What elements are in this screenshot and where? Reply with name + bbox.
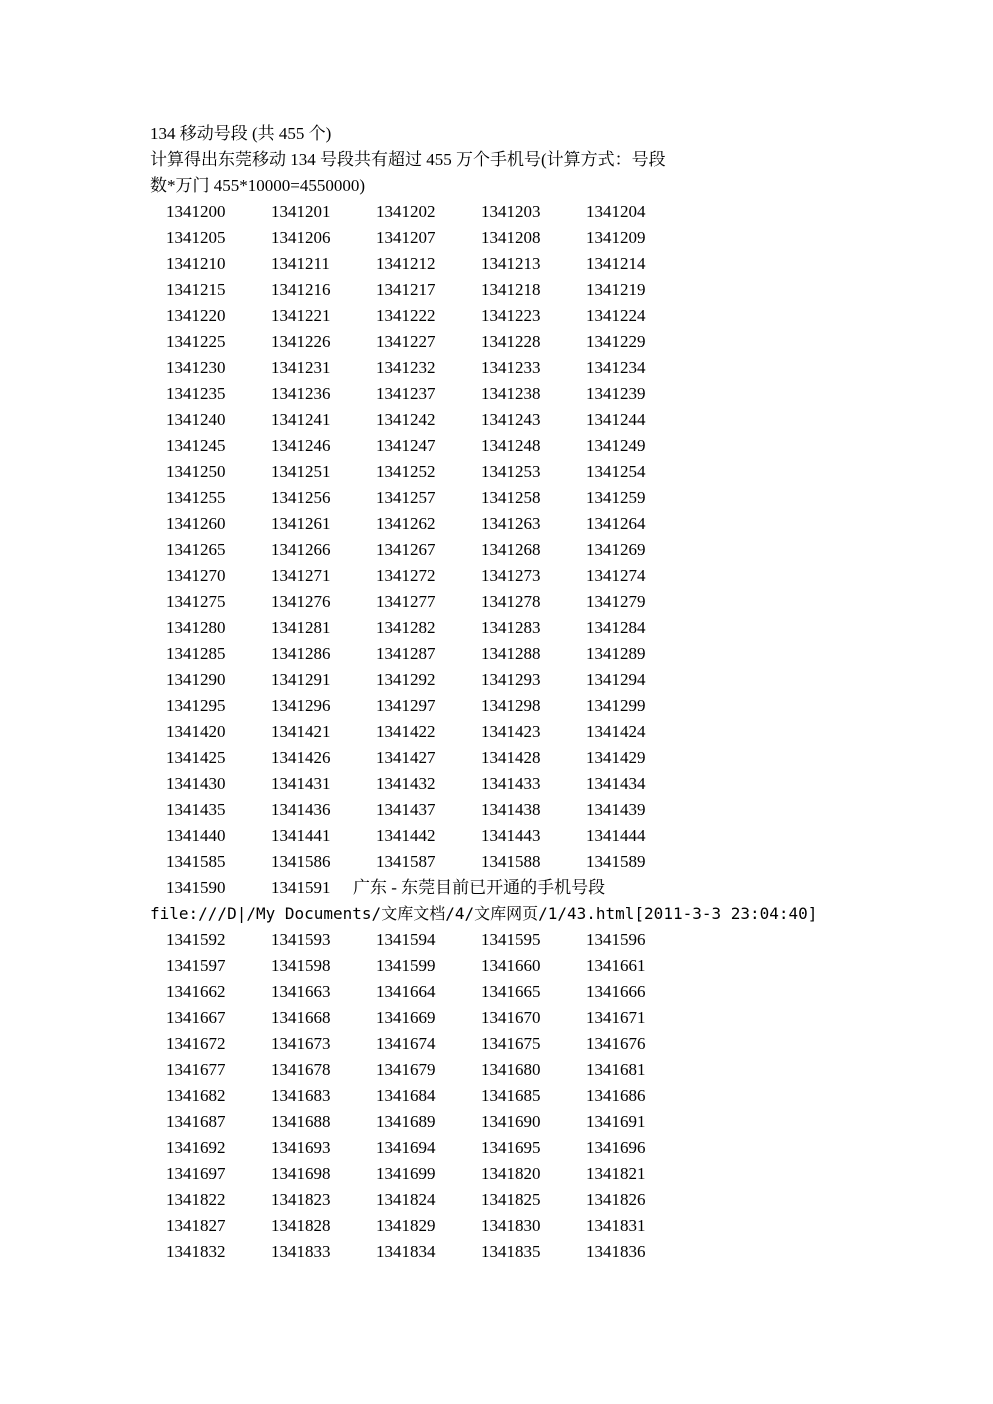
number-cell: 1341233 — [481, 358, 541, 377]
number-cell: 1341290 — [166, 670, 226, 689]
number-cell: 1341835 — [481, 1242, 541, 1261]
number-cell: 1341429 — [586, 748, 646, 767]
number-cell: 1341690 — [481, 1112, 541, 1131]
table-row — [166, 1109, 691, 1135]
number-cell: 1341830 — [481, 1216, 541, 1235]
number-cell: 1341598 — [271, 956, 331, 975]
number-cell: 1341224 — [586, 306, 646, 325]
number-cell: 1341594 — [376, 930, 436, 949]
table-row — [166, 225, 691, 251]
number-cell: 1341677 — [166, 1060, 226, 1079]
section-title: 134 移动号段 (共 455 个) — [150, 124, 332, 143]
number-cell: 1341432 — [376, 774, 436, 793]
number-cell: 1341699 — [376, 1164, 436, 1183]
table-row — [166, 251, 691, 277]
number-cell: 1341670 — [481, 1008, 541, 1027]
number-cell: 1341436 — [271, 800, 331, 819]
number-cell: 1341201 — [271, 202, 331, 221]
table-row — [166, 1057, 691, 1083]
number-cell: 1341287 — [376, 644, 436, 663]
number-cell: 1341662 — [166, 982, 226, 1001]
number-cell: 1341257 — [376, 488, 436, 507]
number-cell: 1341232 — [376, 358, 436, 377]
number-cell: 1341590 — [166, 878, 226, 897]
number-cell: 1341246 — [271, 436, 331, 455]
number-cell: 1341247 — [376, 436, 436, 455]
number-cell: 1341277 — [376, 592, 436, 611]
table-row — [166, 1161, 691, 1187]
number-cell: 1341698 — [271, 1164, 331, 1183]
number-cell: 1341229 — [586, 332, 646, 351]
number-cell: 1341214 — [586, 254, 646, 273]
number-cell: 1341822 — [166, 1190, 226, 1209]
number-cell: 1341443 — [481, 826, 541, 845]
number-cell: 1341440 — [166, 826, 226, 845]
number-cell: 1341425 — [166, 748, 226, 767]
number-cell: 1341241 — [271, 410, 331, 429]
number-cell: 1341272 — [376, 566, 436, 585]
number-cell: 1341240 — [166, 410, 226, 429]
number-cell: 1341261 — [271, 514, 331, 533]
number-cell: 1341831 — [586, 1216, 646, 1235]
number-cell: 1341593 — [271, 930, 331, 949]
number-cell: 1341235 — [166, 384, 226, 403]
number-cell: 1341596 — [586, 930, 646, 949]
number-cell: 1341423 — [481, 722, 541, 741]
number-cell: 1341209 — [586, 228, 646, 247]
table-row — [166, 1031, 691, 1057]
number-cell: 1341226 — [271, 332, 331, 351]
number-cell: 1341252 — [376, 462, 436, 481]
number-cell: 1341431 — [271, 774, 331, 793]
table-row — [166, 693, 691, 719]
number-cell: 1341663 — [271, 982, 331, 1001]
number-cell: 1341427 — [376, 748, 436, 767]
number-cell: 1341237 — [376, 384, 436, 403]
number-cell: 1341685 — [481, 1086, 541, 1105]
number-cell: 1341683 — [271, 1086, 331, 1105]
number-cell: 1341202 — [376, 202, 436, 221]
number-cell: 1341686 — [586, 1086, 646, 1105]
number-cell: 1341674 — [376, 1034, 436, 1053]
table-row — [166, 1213, 691, 1239]
number-cell: 1341269 — [586, 540, 646, 559]
number-cell: 1341673 — [271, 1034, 331, 1053]
number-cell: 1341263 — [481, 514, 541, 533]
number-cell: 1341687 — [166, 1112, 226, 1131]
number-cell: 1341256 — [271, 488, 331, 507]
table-row — [166, 1005, 691, 1031]
number-cell: 1341424 — [586, 722, 646, 741]
number-cell: 1341679 — [376, 1060, 436, 1079]
number-cell: 1341694 — [376, 1138, 436, 1157]
number-cell: 1341225 — [166, 332, 226, 351]
number-cell: 1341692 — [166, 1138, 226, 1157]
number-cell: 1341271 — [271, 566, 331, 585]
number-cell: 1341691 — [586, 1112, 646, 1131]
table-row — [166, 927, 691, 953]
number-cell: 1341285 — [166, 644, 226, 663]
number-cell: 1341664 — [376, 982, 436, 1001]
number-cell: 1341824 — [376, 1190, 436, 1209]
number-cell: 1341267 — [376, 540, 436, 559]
number-cell: 1341586 — [271, 852, 331, 871]
number-cell: 1341829 — [376, 1216, 436, 1235]
table-row — [166, 563, 691, 589]
number-cell: 1341597 — [166, 956, 226, 975]
number-cell: 1341239 — [586, 384, 646, 403]
number-cell: 1341433 — [481, 774, 541, 793]
number-cell: 1341826 — [586, 1190, 646, 1209]
number-cell: 1341821 — [586, 1164, 646, 1183]
table-row — [166, 277, 691, 303]
number-cell: 1341215 — [166, 280, 226, 299]
number-cell: 1341275 — [166, 592, 226, 611]
table-row — [166, 823, 691, 849]
number-cell: 1341213 — [481, 254, 541, 273]
number-cell: 1341588 — [481, 852, 541, 871]
table-row — [166, 667, 691, 693]
number-cell: 1341217 — [376, 280, 436, 299]
number-cell: 1341238 — [481, 384, 541, 403]
number-cell: 1341291 — [271, 670, 331, 689]
number-cell: 1341286 — [271, 644, 331, 663]
number-cell: 1341227 — [376, 332, 436, 351]
number-cell: 1341203 — [481, 202, 541, 221]
number-cell: 1341833 — [271, 1242, 331, 1261]
number-cell: 1341230 — [166, 358, 226, 377]
number-cell: 1341220 — [166, 306, 226, 325]
number-cell: 1341667 — [166, 1008, 226, 1027]
table-row — [166, 537, 691, 563]
table-row — [166, 589, 691, 615]
table-row — [166, 433, 691, 459]
number-cell: 1341444 — [586, 826, 646, 845]
table-row — [166, 979, 691, 1005]
number-cell: 1341592 — [166, 930, 226, 949]
number-cell: 1341827 — [166, 1216, 226, 1235]
table-row — [166, 407, 691, 433]
number-cell: 1341825 — [481, 1190, 541, 1209]
number-cell: 1341244 — [586, 410, 646, 429]
number-cell: 1341295 — [166, 696, 226, 715]
number-cell: 1341820 — [481, 1164, 541, 1183]
number-cell: 1341695 — [481, 1138, 541, 1157]
number-cell: 1341288 — [481, 644, 541, 663]
number-cell: 1341251 — [271, 462, 331, 481]
number-cell: 1341243 — [481, 410, 541, 429]
table-row — [166, 953, 691, 979]
number-cell: 1341420 — [166, 722, 226, 741]
number-cell: 1341228 — [481, 332, 541, 351]
table-row — [166, 1239, 691, 1265]
description-line-2: 数*万门 455*10000=4550000) — [150, 176, 365, 195]
number-cell: 1341591 — [271, 878, 331, 897]
number-cell: 1341435 — [166, 800, 226, 819]
number-cell: 1341421 — [271, 722, 331, 741]
number-cell: 1341834 — [376, 1242, 436, 1261]
number-cell: 1341437 — [376, 800, 436, 819]
page-header-title: 广东 - 东莞目前已开通的手机号段 — [353, 878, 606, 897]
number-cell: 1341242 — [376, 410, 436, 429]
number-cell: 1341279 — [586, 592, 646, 611]
number-cell: 1341665 — [481, 982, 541, 1001]
number-cell: 1341434 — [586, 774, 646, 793]
number-cell: 1341668 — [271, 1008, 331, 1027]
number-cell: 1341250 — [166, 462, 226, 481]
table-row — [166, 797, 691, 823]
number-cell: 1341680 — [481, 1060, 541, 1079]
number-cell: 1341255 — [166, 488, 226, 507]
number-cell: 1341297 — [376, 696, 436, 715]
number-cell: 1341221 — [271, 306, 331, 325]
table-row — [166, 485, 691, 511]
table-row — [166, 1083, 691, 1109]
number-cell: 1341222 — [376, 306, 436, 325]
table-row — [166, 849, 691, 875]
table-row — [166, 1135, 691, 1161]
number-cell: 1341234 — [586, 358, 646, 377]
number-cell: 1341210 — [166, 254, 226, 273]
table-row — [166, 459, 691, 485]
number-cell: 1341298 — [481, 696, 541, 715]
number-cell: 1341828 — [271, 1216, 331, 1235]
number-cell: 1341599 — [376, 956, 436, 975]
number-table-a — [166, 199, 691, 875]
number-cell: 1341426 — [271, 748, 331, 767]
number-cell: 1341678 — [271, 1060, 331, 1079]
number-cell: 1341696 — [586, 1138, 646, 1157]
number-cell: 1341660 — [481, 956, 541, 975]
number-cell: 1341206 — [271, 228, 331, 247]
table-row — [166, 1187, 691, 1213]
number-cell: 1341595 — [481, 930, 541, 949]
number-cell: 1341211 — [271, 254, 330, 273]
number-cell: 1341442 — [376, 826, 436, 845]
number-cell: 1341219 — [586, 280, 646, 299]
number-cell: 1341236 — [271, 384, 331, 403]
number-cell: 1341682 — [166, 1086, 226, 1105]
number-cell: 1341836 — [586, 1242, 646, 1261]
number-cell: 1341684 — [376, 1086, 436, 1105]
number-cell: 1341216 — [271, 280, 331, 299]
number-cell: 1341212 — [376, 254, 436, 273]
number-cell: 1341439 — [586, 800, 646, 819]
number-cell: 1341231 — [271, 358, 331, 377]
number-cell: 1341259 — [586, 488, 646, 507]
table-row — [166, 511, 691, 537]
number-cell: 1341438 — [481, 800, 541, 819]
table-row — [166, 303, 691, 329]
number-cell: 1341293 — [481, 670, 541, 689]
table-row — [166, 719, 691, 745]
number-cell: 1341276 — [271, 592, 331, 611]
number-cell: 1341832 — [166, 1242, 226, 1261]
number-cell: 1341254 — [586, 462, 646, 481]
number-cell: 1341249 — [586, 436, 646, 455]
number-cell: 1341672 — [166, 1034, 226, 1053]
number-cell: 1341289 — [586, 644, 646, 663]
description-line-1: 计算得出东莞移动 134 号段共有超过 455 万个手机号(计算方式：号段 — [150, 150, 666, 169]
number-cell: 1341260 — [166, 514, 226, 533]
number-cell: 1341689 — [376, 1112, 436, 1131]
number-cell: 1341681 — [586, 1060, 646, 1079]
number-cell: 1341282 — [376, 618, 436, 637]
number-cell: 1341266 — [271, 540, 331, 559]
table-row — [166, 745, 691, 771]
number-cell: 1341587 — [376, 852, 436, 871]
table-row — [166, 329, 691, 355]
number-cell: 1341280 — [166, 618, 226, 637]
number-cell: 1341422 — [376, 722, 436, 741]
number-cell: 1341262 — [376, 514, 436, 533]
number-cell: 1341273 — [481, 566, 541, 585]
number-cell: 1341430 — [166, 774, 226, 793]
number-cell: 1341697 — [166, 1164, 226, 1183]
page-break-row — [166, 875, 605, 901]
file-path-footer: file:///D|/My Documents/文库文档/4/文库网页/1/43.html[2011-3-3 23:04:40] — [150, 904, 818, 923]
number-cell: 1341585 — [166, 852, 226, 871]
table-row — [166, 381, 691, 407]
table-row — [166, 615, 691, 641]
number-cell: 1341207 — [376, 228, 436, 247]
number-cell: 1341299 — [586, 696, 646, 715]
number-cell: 1341589 — [586, 852, 646, 871]
number-cell: 1341265 — [166, 540, 226, 559]
number-cell: 1341284 — [586, 618, 646, 637]
number-cell: 1341823 — [271, 1190, 331, 1209]
number-cell: 1341688 — [271, 1112, 331, 1131]
number-table-b — [166, 927, 691, 1265]
number-cell: 1341270 — [166, 566, 226, 585]
number-cell: 1341245 — [166, 436, 226, 455]
number-cell: 1341264 — [586, 514, 646, 533]
number-cell: 1341676 — [586, 1034, 646, 1053]
number-cell: 1341296 — [271, 696, 331, 715]
number-cell: 1341294 — [586, 670, 646, 689]
number-cell: 1341253 — [481, 462, 541, 481]
table-row — [166, 641, 691, 667]
number-cell: 1341208 — [481, 228, 541, 247]
number-cell: 1341218 — [481, 280, 541, 299]
number-cell: 1341223 — [481, 306, 541, 325]
number-cell: 1341248 — [481, 436, 541, 455]
number-cell: 1341283 — [481, 618, 541, 637]
number-cell: 1341200 — [166, 202, 226, 221]
number-cell: 1341274 — [586, 566, 646, 585]
number-cell: 1341671 — [586, 1008, 646, 1027]
number-cell: 1341666 — [586, 982, 646, 1001]
table-row — [166, 199, 691, 225]
number-cell: 1341441 — [271, 826, 331, 845]
number-cell: 1341205 — [166, 228, 226, 247]
number-cell: 1341268 — [481, 540, 541, 559]
number-cell: 1341669 — [376, 1008, 436, 1027]
number-cell: 1341675 — [481, 1034, 541, 1053]
number-cell: 1341278 — [481, 592, 541, 611]
number-cell: 1341281 — [271, 618, 331, 637]
number-cell: 1341428 — [481, 748, 541, 767]
number-cell: 1341258 — [481, 488, 541, 507]
number-cell: 1341204 — [586, 202, 646, 221]
table-row — [166, 355, 691, 381]
table-row — [166, 771, 691, 797]
number-cell: 1341292 — [376, 670, 436, 689]
number-cell: 1341661 — [586, 956, 646, 975]
number-cell: 1341693 — [271, 1138, 331, 1157]
